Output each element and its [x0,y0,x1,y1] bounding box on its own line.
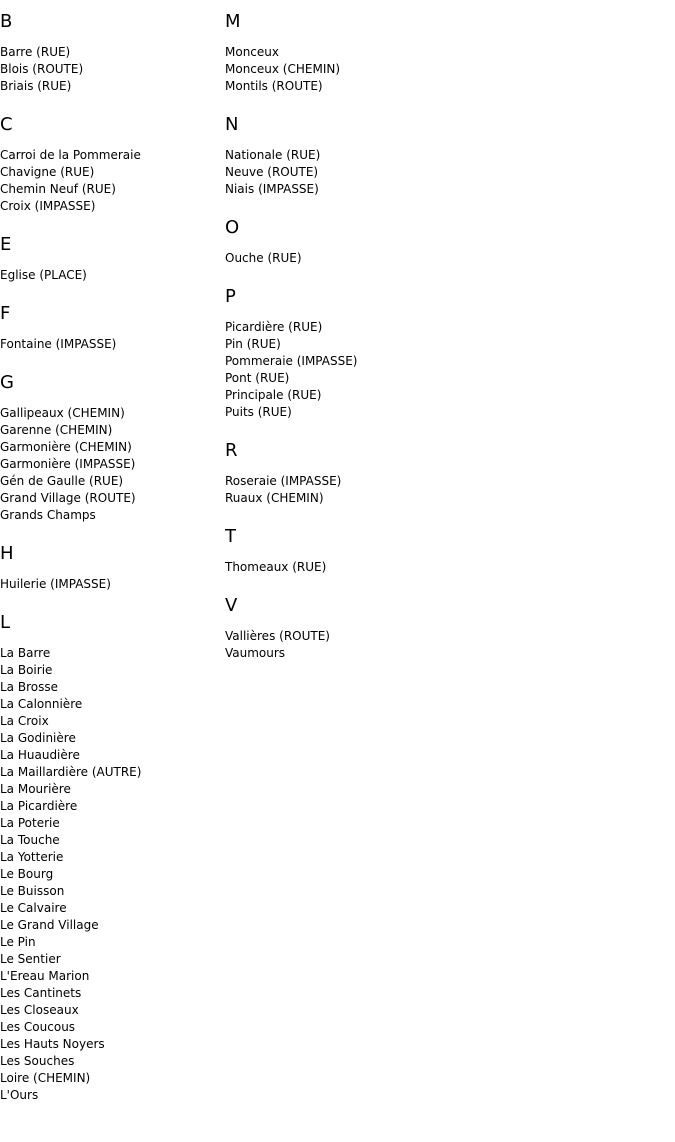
street-list-item [225,645,525,662]
street-link[interactable]: Les Souches [0,1054,75,1068]
street-list-item [0,1087,215,1104]
street-list-item [225,559,525,576]
letter-heading: P [225,286,236,307]
letter-group [0,371,215,524]
street-list-item [0,147,215,164]
street-link[interactable]: La Huaudière [0,748,80,762]
street-list [225,319,525,421]
street-list [0,267,215,284]
street-list-item [0,164,215,181]
street-list-item [0,985,215,1002]
street-list-item [0,267,215,284]
street-link[interactable]: Principale (RUE) [225,388,322,402]
letter-heading: F [0,303,11,324]
street-list-item [0,900,215,917]
street-list-item [0,832,215,849]
street-list-item [0,198,215,215]
street-link[interactable]: Les Hauts Noyers [0,1037,105,1051]
street-link[interactable]: La Touche [0,833,60,847]
street-link[interactable]: Les Cantinets [0,986,82,1000]
street-list-item [0,78,215,95]
letter-group [0,113,215,215]
street-list [0,576,215,593]
street-link[interactable]: Le Grand Village [0,918,99,932]
street-list [225,473,525,507]
street-list-item [0,181,215,198]
street-link[interactable]: La Barre [0,646,51,660]
letter-heading: M [225,11,241,32]
street-list [0,44,215,95]
street-link[interactable]: La Boirie [0,663,53,677]
letter-group [225,525,525,576]
street-list-item [0,645,215,662]
street-list-item [0,490,215,507]
street-list-item [0,576,215,593]
street-link[interactable]: Roseraie (IMPASSE) [225,474,342,488]
street-list-item [0,1053,215,1070]
street-list-item [225,353,525,370]
street-list [225,147,525,198]
street-link[interactable]: Vaumours [225,646,286,660]
street-list-item [225,78,525,95]
letter-group [0,302,215,353]
street-link[interactable]: Pommeraie (IMPASSE) [225,354,358,368]
street-list [0,336,215,353]
street-link[interactable]: Nationale (RUE) [225,148,321,162]
street-list [0,645,215,1104]
street-link[interactable]: Les Closeaux [0,1003,79,1017]
street-list-item [0,507,215,524]
letter-heading: R [225,440,238,461]
street-list-item [0,1070,215,1087]
street-list-item [225,250,525,267]
street-list [225,250,525,267]
street-link[interactable]: Pont (RUE) [225,371,290,385]
street-link[interactable]: Eglise (PLACE) [0,268,87,282]
street-link[interactable]: Le Pin [0,935,36,949]
street-link[interactable]: Monceux [225,45,279,59]
street-link[interactable]: Le Sentier [0,952,61,966]
letter-heading: C [0,114,13,135]
street-list-item [0,44,215,61]
street-list-item [225,370,525,387]
letter-group [225,216,525,267]
street-list-item [0,1019,215,1036]
street-list-item [0,781,215,798]
street-list-item [0,934,215,951]
street-list-item [0,61,215,78]
street-list-item [225,319,525,336]
street-link[interactable]: Picardière (RUE) [225,320,323,334]
street-list-item [225,473,525,490]
letter-group [225,439,525,507]
street-link[interactable]: Monceux (CHEMIN) [225,62,341,76]
street-list-item [0,336,215,353]
street-link[interactable]: Gallipeaux (CHEMIN) [0,406,125,420]
street-link[interactable]: Blois (ROUTE) [0,62,84,76]
street-list-item [225,147,525,164]
street-list-item [0,883,215,900]
letter-heading: L [0,612,11,633]
street-list-item [0,849,215,866]
street-link[interactable]: L'Ours [0,1088,39,1102]
street-list-item [225,490,525,507]
street-list-item [0,713,215,730]
street-list-item [0,747,215,764]
street-link[interactable]: Les Coucous [0,1020,76,1034]
street-link[interactable]: Chavigne (RUE) [0,165,95,179]
street-link[interactable]: Pin (RUE) [225,337,281,351]
letter-group [0,10,215,95]
street-list-item [0,439,215,456]
street-list-item [0,405,215,422]
street-link[interactable]: La Maillardière (AUTRE) [0,765,142,779]
street-link[interactable]: Neuve (ROUTE) [225,165,319,179]
letter-heading: G [0,372,14,393]
letter-group [0,611,215,1104]
street-link[interactable]: Le Calvaire [0,901,67,915]
street-link[interactable]: La Mourière [0,782,71,796]
letter-group [0,233,215,284]
street-link[interactable]: Gén de Gaulle (RUE) [0,474,124,488]
street-list-item [0,866,215,883]
street-link[interactable]: Barre (RUE) [0,45,71,59]
street-list-item [0,815,215,832]
street-list-item [0,473,215,490]
street-list [0,147,215,215]
street-list-item [0,917,215,934]
street-link[interactable]: Huilerie (IMPASSE) [0,577,111,591]
street-column-right [225,10,525,680]
street-link[interactable]: Chemin Neuf (RUE) [0,182,116,196]
street-link[interactable]: Ouche (RUE) [225,251,302,265]
letter-heading: H [0,543,14,564]
street-list [225,628,525,662]
street-link[interactable]: Le Buisson [0,884,65,898]
street-link[interactable]: Briais (RUE) [0,79,72,93]
street-list [0,405,215,524]
street-link[interactable]: Thomeaux (RUE) [225,560,327,574]
street-list-item [0,764,215,781]
street-list-item [225,44,525,61]
street-list-item [0,951,215,968]
letter-group [225,594,525,662]
letter-group [225,10,525,95]
street-list-item [0,730,215,747]
letter-group [225,113,525,198]
street-link[interactable]: L'Ereau Marion [0,969,90,983]
street-list-item [225,181,525,198]
street-list-item [0,422,215,439]
street-list-item [225,628,525,645]
street-link[interactable]: La Croix [0,714,49,728]
street-link[interactable]: Fontaine (IMPASSE) [0,337,117,351]
street-list-item [0,662,215,679]
street-list-item [225,387,525,404]
street-list-item [0,1036,215,1053]
street-link[interactable]: Garmonière (CHEMIN) [0,440,132,454]
letter-heading: B [0,11,13,32]
street-link[interactable]: Montils (ROUTE) [225,79,323,93]
street-list-item [0,968,215,985]
street-link[interactable]: La Brosse [0,680,58,694]
letter-heading: V [225,595,238,616]
letter-group [225,285,525,421]
street-list-item [0,696,215,713]
street-link[interactable]: La Godinière [0,731,76,745]
street-link[interactable]: Vallières (ROUTE) [225,629,330,643]
street-link[interactable]: Puits (RUE) [225,405,292,419]
street-column-left [0,10,215,1122]
letter-heading: O [225,217,240,238]
street-list [225,559,525,576]
letter-heading: N [225,114,239,135]
street-list-item [0,1002,215,1019]
street-link[interactable]: Garmonière (IMPASSE) [0,457,136,471]
street-link[interactable]: La Calonnière [0,697,83,711]
street-link[interactable]: Ruaux (CHEMIN) [225,491,324,505]
street-link[interactable]: Croix (IMPASSE) [0,199,96,213]
street-list-item [225,164,525,181]
street-link[interactable]: Grands Champs [0,508,96,522]
street-link[interactable]: Loire (CHEMIN) [0,1071,91,1085]
letter-heading: E [0,234,12,255]
street-link[interactable]: Niais (IMPASSE) [225,182,319,196]
street-list-item [225,61,525,78]
street-link[interactable]: La Poterie [0,816,60,830]
street-list-item [0,456,215,473]
street-link[interactable]: Garenne (CHEMIN) [0,423,113,437]
street-link[interactable]: La Picardière [0,799,78,813]
street-link[interactable]: Grand Village (ROUTE) [0,491,136,505]
street-list-item [225,404,525,421]
street-link[interactable]: Carroi de la Pommeraie [0,148,141,162]
street-list [225,44,525,95]
street-list-item [0,798,215,815]
street-list-item [225,336,525,353]
street-list-item [0,679,215,696]
street-link[interactable]: Le Bourg [0,867,54,881]
letter-heading: T [225,526,236,547]
street-link[interactable]: La Yotterie [0,850,64,864]
letter-group [0,542,215,593]
